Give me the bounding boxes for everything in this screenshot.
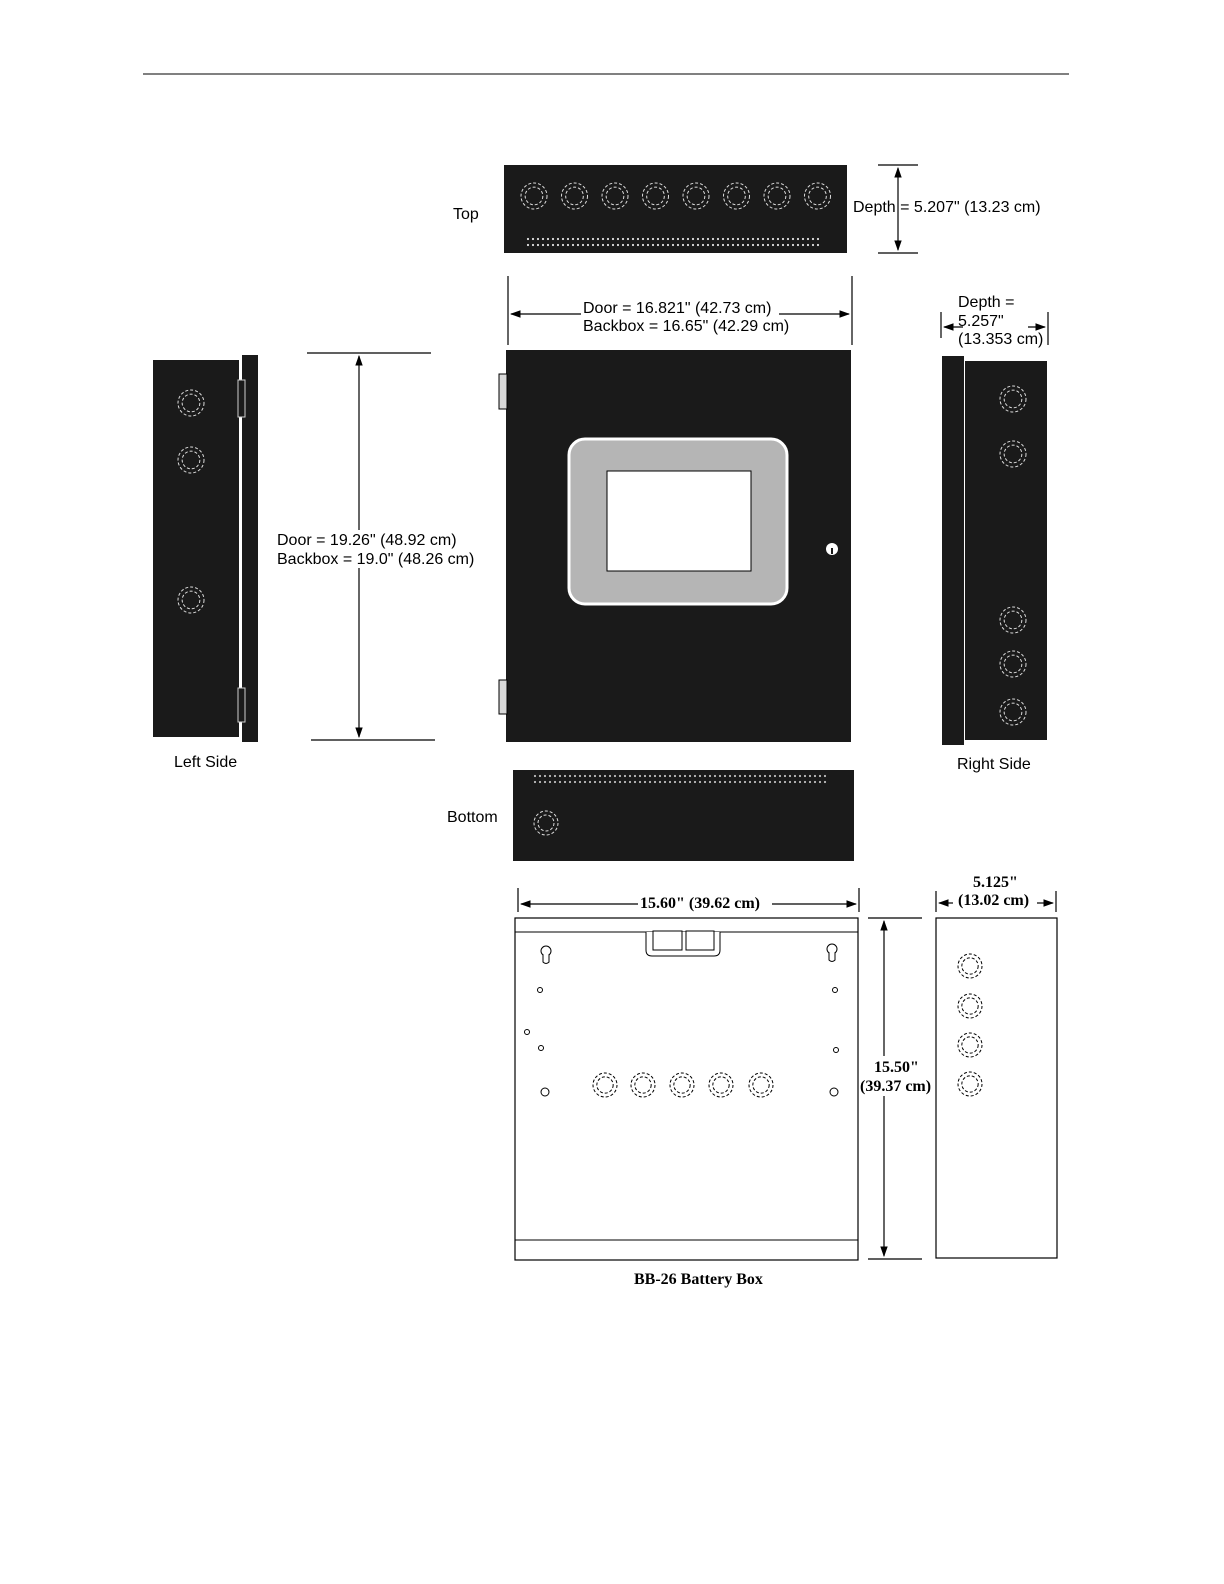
vent-hole [564,781,566,783]
vent-hole [774,775,776,777]
vent-hole [729,775,731,777]
vent-hole [817,244,819,246]
vent-hole [809,775,811,777]
vent-hole [687,244,689,246]
vent-hole [652,244,654,246]
vent-hole [694,775,696,777]
vent-hole [597,244,599,246]
vent-hole [544,775,546,777]
vent-hole [579,775,581,777]
vent-hole [644,775,646,777]
vent-hole [657,238,659,240]
vent-hole [552,244,554,246]
vent-hole [649,781,651,783]
vent-hole [572,244,574,246]
vent-hole [644,781,646,783]
vent-hole [612,244,614,246]
vent-hole [752,244,754,246]
vent-hole [609,775,611,777]
vent-hole [549,781,551,783]
vent-hole [549,775,551,777]
vent-hole [772,244,774,246]
vent-hole [532,238,534,240]
vent-hole [717,238,719,240]
vent-hole [652,238,654,240]
vent-hole [629,781,631,783]
vent-hole [592,244,594,246]
vent-hole [552,238,554,240]
vent-hole [654,775,656,777]
vent-hole [657,244,659,246]
vent-hole [692,238,694,240]
vent-hole [749,781,751,783]
vent-hole [642,238,644,240]
front-hinge-bottom [499,680,507,714]
vent-hole [799,781,801,783]
vent-hole [527,238,529,240]
vent-hole [534,781,536,783]
mounting-hole [541,1088,549,1096]
vent-hole [574,781,576,783]
vent-hole [689,781,691,783]
vent-hole [637,244,639,246]
vent-hole [604,781,606,783]
width-door-label: Door = 16.821" (42.73 cm) [583,300,772,317]
vent-hole [582,244,584,246]
battery-width-label: 15.60" (39.62 cm) [640,895,760,912]
right-side-label: Right Side [957,756,1031,773]
vent-hole [592,238,594,240]
vent-hole [594,781,596,783]
vent-hole [649,775,651,777]
vent-hole [607,244,609,246]
vent-hole [612,238,614,240]
vent-hole [714,775,716,777]
vent-hole [659,781,661,783]
mounting-hole [538,988,543,993]
front-hinge-top [499,374,507,409]
vent-hole [804,781,806,783]
vent-hole [659,775,661,777]
battery-box-caption: BB-26 Battery Box [634,1271,763,1288]
vent-hole [722,244,724,246]
vent-hole [589,775,591,777]
vent-hole [734,781,736,783]
vent-hole [789,775,791,777]
vent-hole [667,244,669,246]
vent-hole [789,781,791,783]
vent-hole [569,775,571,777]
vent-hole [712,238,714,240]
vent-hole [527,244,529,246]
vent-hole [619,781,621,783]
vent-hole [704,781,706,783]
keyhole-slot-left-icon [541,946,551,964]
vent-hole [627,244,629,246]
vent-hole [699,781,701,783]
vent-hole [697,244,699,246]
vent-hole [739,775,741,777]
battery-box-front [515,918,858,1260]
vent-hole [752,238,754,240]
mounting-hole [539,1046,544,1051]
vent-hole [729,781,731,783]
battery-height-label-line1: 15.50" [874,1059,919,1076]
vent-hole [539,775,541,777]
vent-hole [574,775,576,777]
vent-hole [702,244,704,246]
vent-hole [564,775,566,777]
vent-hole [779,775,781,777]
vent-hole [594,775,596,777]
vent-hole [602,244,604,246]
vent-hole [679,775,681,777]
bottom-view-label: Bottom [447,809,498,826]
vent-hole [819,775,821,777]
vent-hole [724,781,726,783]
right-depth-label-line2: 5.257" [958,313,1004,330]
vent-hole [744,775,746,777]
vent-hole [639,775,641,777]
vent-hole [794,775,796,777]
vent-hole [682,244,684,246]
vent-hole [664,775,666,777]
vent-hole [532,244,534,246]
bottom-view [513,770,854,861]
vent-hole [662,238,664,240]
vent-hole [567,238,569,240]
vent-hole [684,775,686,777]
vent-hole [669,781,671,783]
vent-hole [677,244,679,246]
vent-hole [582,238,584,240]
left-side-view [153,355,258,742]
vent-hole [634,781,636,783]
vent-hole [727,238,729,240]
vent-hole [584,775,586,777]
vent-hole [809,781,811,783]
vent-hole [762,238,764,240]
vent-hole [609,781,611,783]
vent-hole [769,781,771,783]
vent-hole [734,775,736,777]
vent-hole [672,244,674,246]
vent-hole [617,238,619,240]
vent-hole [694,781,696,783]
vent-hole [677,238,679,240]
vent-hole [742,244,744,246]
vent-hole [722,238,724,240]
vent-hole [747,238,749,240]
vent-hole [767,238,769,240]
vent-hole [784,781,786,783]
vent-hole [664,781,666,783]
vent-hole [597,238,599,240]
vent-hole [812,244,814,246]
battery-box-side [936,918,1057,1258]
vent-hole [539,781,541,783]
vent-hole [737,238,739,240]
vent-hole [682,238,684,240]
vent-hole [754,781,756,783]
vent-hole [627,238,629,240]
vent-hole [669,775,671,777]
vent-hole [587,238,589,240]
vent-hole [749,775,751,777]
vent-hole [709,775,711,777]
left-side-label: Left Side [174,754,238,771]
vent-hole [542,244,544,246]
vent-hole [802,238,804,240]
width-backbox-label: Backbox = 16.65" (42.29 cm) [583,318,790,335]
top-view [504,165,847,253]
vent-hole [544,781,546,783]
battery-height-label-line2: (39.37 cm) [860,1078,932,1095]
right-side-view [942,356,1047,745]
vent-hole [584,781,586,783]
vent-hole [577,244,579,246]
vent-hole [647,244,649,246]
battery-depth-label-line1: 5.125" [973,874,1018,891]
mounting-hole [830,1088,838,1096]
vent-hole [702,238,704,240]
vent-hole [712,244,714,246]
vent-hole [614,781,616,783]
vent-hole [772,238,774,240]
vent-hole [782,238,784,240]
vent-hole [779,781,781,783]
vent-hole [777,244,779,246]
vent-hole [599,775,601,777]
vent-hole [769,775,771,777]
vent-hole [624,775,626,777]
vent-hole [742,238,744,240]
vent-hole [707,244,709,246]
vent-hole [634,775,636,777]
vent-hole [724,775,726,777]
vent-hole [744,781,746,783]
vent-hole [554,781,556,783]
vent-hole [619,775,621,777]
vent-hole [782,244,784,246]
top-view-label: Top [453,206,479,223]
vent-hole [622,238,624,240]
battery-depth-label-line2: (13.02 cm) [958,892,1030,909]
vent-hole [764,781,766,783]
vent-hole [754,775,756,777]
vent-hole [662,244,664,246]
mounting-hole [833,988,838,993]
vent-hole [629,775,631,777]
vent-hole [787,244,789,246]
vent-hole [804,775,806,777]
vent-hole [632,238,634,240]
vent-hole [807,244,809,246]
vent-hole [824,775,826,777]
vent-hole [787,238,789,240]
vent-hole [757,244,759,246]
vent-hole [732,238,734,240]
keyhole-slot-right-icon [827,944,837,962]
vent-hole [759,781,761,783]
vent-hole [797,244,799,246]
vent-hole [602,238,604,240]
vent-hole [654,781,656,783]
vent-hole [817,238,819,240]
vent-hole [579,781,581,783]
vent-hole [537,244,539,246]
vent-hole [607,238,609,240]
vent-hole [762,244,764,246]
front-view [499,350,851,742]
top-depth-label: Depth = 5.207" (13.23 cm) [853,199,1041,216]
vent-hole [792,244,794,246]
vent-hole [604,775,606,777]
vent-hole [799,775,801,777]
vent-hole [814,775,816,777]
vent-hole [784,775,786,777]
right-depth-label-line1: Depth = [958,294,1015,311]
vent-hole [547,244,549,246]
vent-hole [697,238,699,240]
mounting-hole [834,1048,839,1053]
vent-hole [672,238,674,240]
vent-hole [704,775,706,777]
vent-hole [559,775,561,777]
vent-hole [757,238,759,240]
vent-hole [714,781,716,783]
vent-hole [589,781,591,783]
vent-hole [569,781,571,783]
vent-hole [577,238,579,240]
height-door-label: Door = 19.26" (48.92 cm) [277,532,457,549]
vent-hole [802,244,804,246]
vent-hole [562,244,564,246]
vent-hole [717,244,719,246]
vent-hole [689,775,691,777]
vent-hole [537,238,539,240]
vent-hole [747,244,749,246]
vent-hole [709,781,711,783]
vent-hole [814,781,816,783]
vent-hole [572,238,574,240]
vent-hole [614,775,616,777]
vent-hole [707,238,709,240]
vent-hole [727,244,729,246]
vent-hole [792,238,794,240]
vent-hole [684,781,686,783]
vent-hole [739,781,741,783]
vent-hole [622,244,624,246]
vent-hole [812,238,814,240]
vent-hole [554,775,556,777]
vent-hole [647,238,649,240]
vent-hole [699,775,701,777]
vent-hole [617,244,619,246]
vent-hole [737,244,739,246]
vent-hole [679,781,681,783]
vent-hole [557,244,559,246]
vent-hole [719,775,721,777]
vent-hole [639,781,641,783]
vent-hole [719,781,721,783]
vent-hole [624,781,626,783]
mounting-hole [525,1030,530,1035]
vent-hole [732,244,734,246]
vent-hole [774,781,776,783]
vent-hole [542,238,544,240]
vent-hole [562,238,564,240]
vent-hole [674,775,676,777]
vent-hole [674,781,676,783]
vent-hole [797,238,799,240]
vent-hole [767,244,769,246]
vent-hole [587,244,589,246]
vent-hole [547,238,549,240]
vent-hole [777,238,779,240]
vent-hole [637,238,639,240]
vent-hole [759,775,761,777]
vent-hole [819,781,821,783]
height-backbox-label: Backbox = 19.0" (48.26 cm) [277,551,475,568]
vent-hole [807,238,809,240]
vent-hole [632,244,634,246]
vent-hole [794,781,796,783]
vent-hole [567,244,569,246]
vent-hole [557,238,559,240]
vent-hole [764,775,766,777]
vent-hole [824,781,826,783]
vent-hole [534,775,536,777]
vent-hole [667,238,669,240]
right-depth-label-line3: (13.353 cm) [958,331,1044,348]
vent-hole [559,781,561,783]
vent-hole [599,781,601,783]
vent-hole [687,238,689,240]
display-window [607,471,751,571]
vent-hole [642,244,644,246]
vent-hole [692,244,694,246]
